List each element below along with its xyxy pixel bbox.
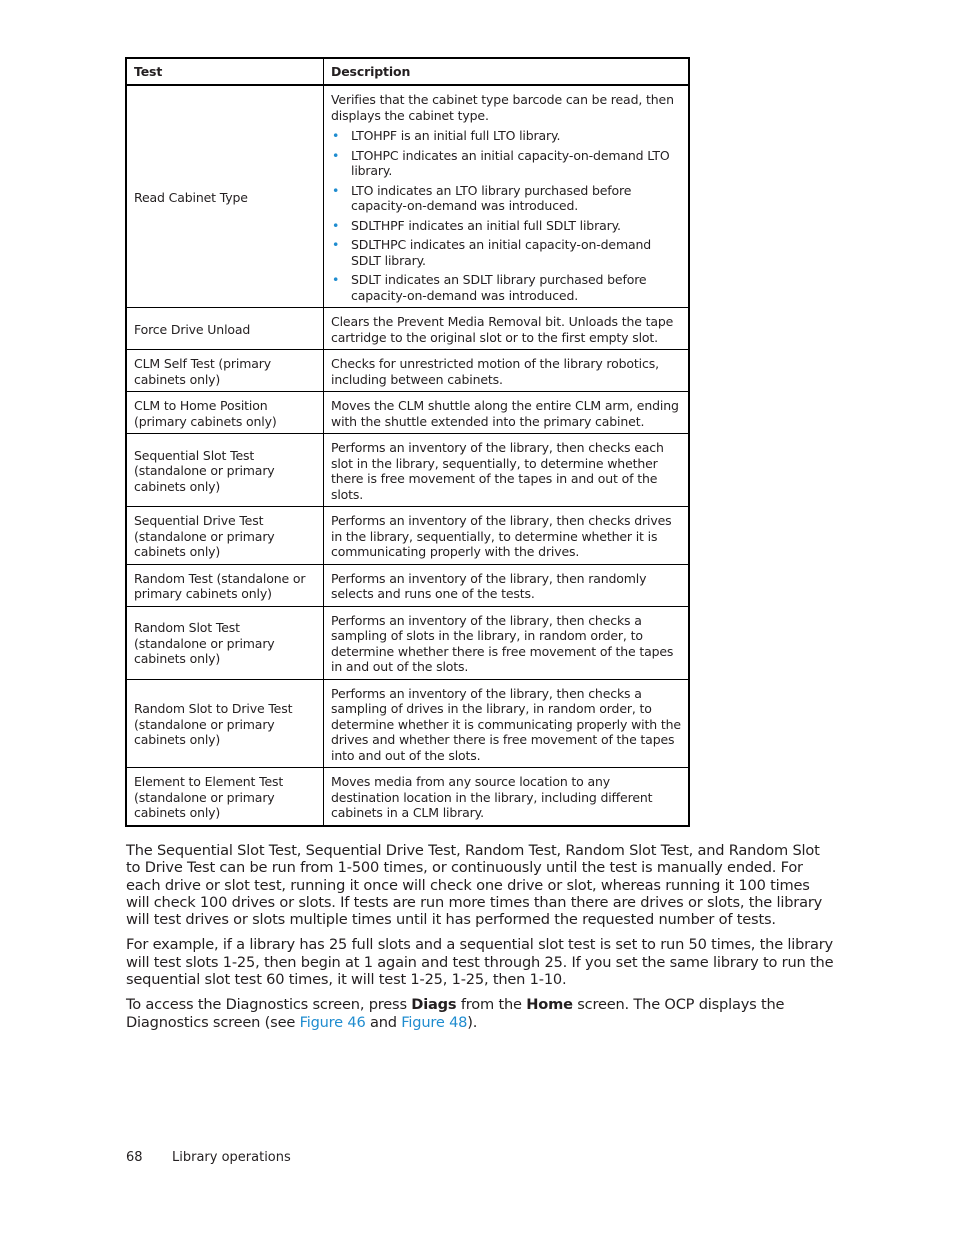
test-name: Random Slot to Drive Test (standalone or primary cabinets only) (126, 679, 324, 768)
diags-keyword: Diags (411, 996, 457, 1014)
test-description: Moves media from any source location to any destination location in the library, including different cabinets in a CLM library. (324, 768, 690, 826)
list-item (331, 148, 682, 179)
table-header-row (126, 58, 689, 85)
list-item (331, 272, 682, 303)
home-keyword: Home (526, 996, 573, 1014)
figure-48-link[interactable]: Figure 48 (401, 1013, 468, 1031)
bullet-icon: • (332, 128, 340, 143)
bullet-icon: • (332, 147, 340, 163)
test-description: Verifies that the cabinet type barcode can be read, then displays the cabinet type. (331, 92, 674, 123)
test-name: Random Slot Test (standalone or primary cabinets only) (126, 606, 324, 679)
cabinet-type-list (331, 128, 682, 303)
table-row (126, 392, 689, 434)
table-row (126, 350, 689, 392)
list-item-text: SDLT indicates an SDLT library purchased before capacity-on-demand was introduced. (351, 272, 647, 303)
text-fragment: To access the Diagnostics screen, press (126, 996, 412, 1014)
table-row (126, 679, 689, 768)
paragraph-test-repetition: The Sequential Slot Test, Sequential Drive Test, Random Test, Random Slot Test, and Random Slot to Drive Test can be run from 1-500 times, or continuously until the test is manually ended. For each drive or slot test, running it once will check one drive or slot, whereas running it 100 times will check 100 drives or slots. If tests are run more times than there are drives or slots, the library will test drives or slots multiple times until it has performed the requested number of tests. (126, 842, 823, 929)
list-item (331, 183, 682, 214)
table-row (126, 507, 689, 565)
table-row (126, 85, 689, 308)
table-row (126, 434, 689, 507)
test-description: Clears the Prevent Media Removal bit. Unloads the tape cartridge to the original slot or to the first empty slot. (324, 308, 690, 350)
list-item-text: SDLTHPF indicates an initial full SDLT library. (351, 217, 621, 233)
list-item-text: LTOHPF is an initial full LTO library. (351, 128, 561, 143)
figure-46-link[interactable]: Figure 46 (299, 1013, 366, 1031)
test-name: Sequential Slot Test (standalone or primary cabinets only) (126, 434, 324, 507)
header-description: Description (324, 58, 690, 85)
test-description: Performs an inventory of the library, then randomly selects and runs one of the tests. (324, 564, 690, 606)
test-name: Sequential Drive Test (standalone or primary cabinets only) (126, 507, 324, 565)
table-row (126, 768, 689, 826)
test-description: Performs an inventory of the library, then checks a sampling of slots in the library, in random order, to determine whether there is free movement of the tapes in and out of the slots. (324, 606, 690, 679)
test-description: Performs an inventory of the library, then checks drives in the library, sequentially, to determine whether it is communicating properly with the drives. (324, 507, 690, 565)
body-text (126, 842, 834, 1039)
bullet-icon: • (332, 272, 340, 287)
paragraph-example: For example, if a library has 25 full slots and a sequential slot test is set to run 50 times, the library will test slots 1-25, then begin at 1 again and test through 25. If you set the same library to run the sequential slot test 60 times, it will test 1-25, 1-25, then 1-10. (126, 936, 834, 989)
page-number: 68 (126, 1150, 143, 1165)
header-test: Test (126, 58, 324, 85)
test-description-cell (324, 85, 690, 308)
list-item-text: LTOHPC indicates an initial capacity-on-demand LTO library. (351, 147, 670, 178)
bullet-icon: • (332, 237, 340, 252)
test-name: Force Drive Unload (126, 308, 324, 350)
test-name: Read Cabinet Type (126, 85, 324, 308)
test-description: Performs an inventory of the library, then checks a sampling of drives in the library, in random order, to determine whether it is communicating properly with the drives and whether there is free movement of the tapes into and out of the slots. (324, 679, 690, 768)
test-name: Random Test (standalone or primary cabinets only) (126, 564, 324, 606)
table-row (126, 564, 689, 606)
test-description: Checks for unrestricted motion of the library robotics, including between cabinets. (324, 350, 690, 392)
test-description: Moves the CLM shuttle along the entire CLM arm, ending with the shuttle extended into the primary cabinet. (324, 392, 690, 434)
page-footer (126, 1150, 291, 1166)
text-fragment: from the (456, 996, 527, 1014)
test-name: CLM to Home Position (primary cabinets only) (126, 392, 324, 434)
bullet-icon: • (332, 182, 340, 198)
list-item (331, 128, 682, 144)
list-item (331, 237, 682, 268)
text-fragment: ). (467, 1013, 478, 1031)
table-row (126, 308, 689, 350)
test-name: CLM Self Test (primary cabinets only) (126, 350, 324, 392)
test-name: Element to Element Test (standalone or primary cabinets only) (126, 768, 324, 826)
footer-section-title: Library operations (172, 1150, 291, 1165)
tests-table (125, 57, 690, 827)
text-fragment: screen. The OCP displays the Diagnostics screen (see (126, 996, 785, 1031)
list-item-text: LTO indicates an LTO library purchased before capacity-on-demand was introduced. (351, 182, 632, 213)
table-row (126, 606, 689, 679)
list-item (331, 218, 682, 234)
paragraph-access-diagnostics (126, 996, 834, 1031)
test-description: Performs an inventory of the library, then checks each slot in the library, sequentially, to determine whether there is free movement of the tapes in and out of the slots. (324, 434, 690, 507)
text-fragment: and (365, 1013, 402, 1031)
bullet-icon: • (332, 217, 340, 233)
list-item-text: SDLTHPC indicates an initial capacity-on-demand SDLT library. (351, 237, 652, 268)
